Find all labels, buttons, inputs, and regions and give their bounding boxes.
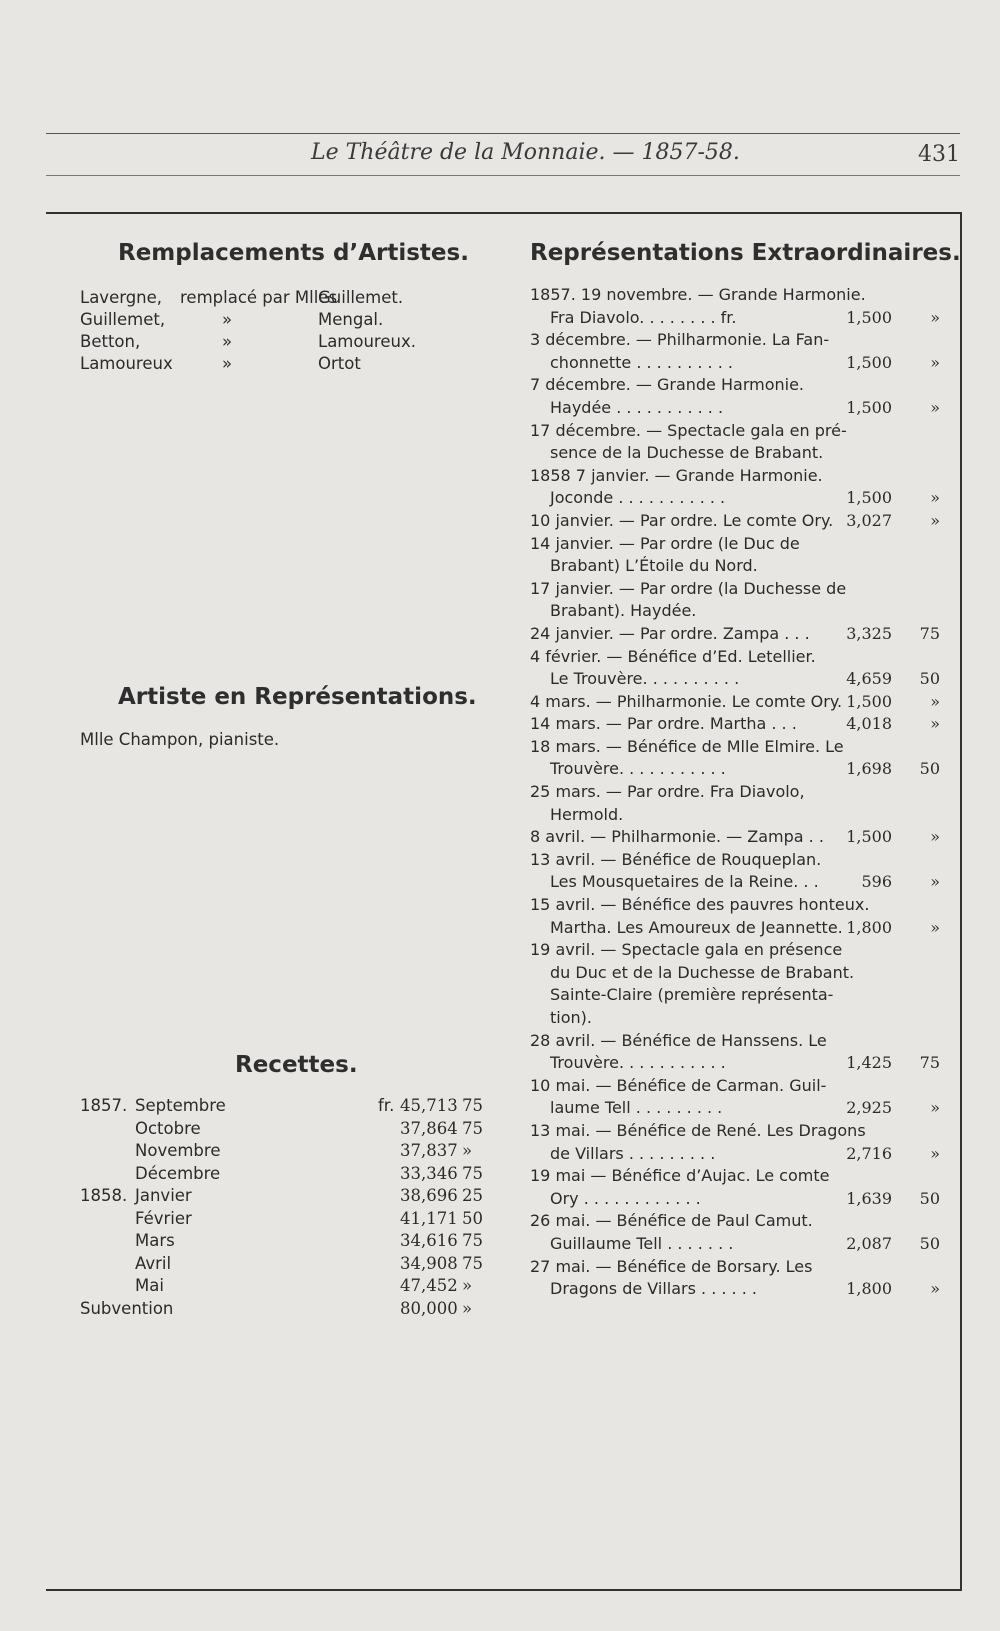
- event-line: laume Tell . . . . . . . . .: [550, 1098, 723, 1118]
- event-amount: 1,639: [846, 1188, 892, 1208]
- recette-amount: 34,616: [400, 1231, 458, 1250]
- recette-cents: »: [462, 1298, 473, 1318]
- event-cents: 50: [919, 1188, 940, 1208]
- recette-cents: 75: [462, 1231, 483, 1250]
- list-item: [530, 1256, 940, 1301]
- recette-month: Février: [135, 1208, 192, 1228]
- remplacements-table: [80, 288, 500, 376]
- remp-cell: Ortot: [318, 354, 361, 373]
- list-item: [530, 736, 940, 781]
- event-line: Trouvère. . . . . . . . . . .: [550, 1053, 726, 1073]
- event-line: 27 mai. — Bénéfice de Borsary. Les: [530, 1256, 813, 1276]
- recette-amount: 47,452: [400, 1276, 458, 1295]
- event-line: Fra Diavolo. . . . . . . . fr.: [550, 307, 737, 327]
- list-item: [530, 510, 940, 533]
- event-cents: »: [930, 1098, 940, 1118]
- table-row: [80, 1209, 500, 1232]
- event-amount: 1,425: [846, 1053, 892, 1073]
- event-cents: »: [930, 1279, 940, 1299]
- event-line: 10 janvier. — Par ordre. Le comte Ory.: [530, 510, 834, 530]
- event-line: 1858 7 janvier. — Grande Harmonie.: [530, 465, 823, 485]
- list-item: [530, 1210, 940, 1255]
- event-line: 24 janvier. — Par ordre. Zampa . . .: [530, 623, 810, 643]
- representations-heading: Représentations Extraordinaires.: [530, 240, 961, 266]
- representations-list: [530, 284, 940, 1301]
- remp-cell: Lamoureux: [80, 354, 173, 373]
- event-cents: 50: [919, 669, 940, 689]
- recette-cents: »: [462, 1276, 473, 1295]
- event-line: 3 décembre. — Philharmonie. La Fan-: [530, 330, 830, 350]
- recette-month: Septembre: [135, 1096, 226, 1115]
- event-cents: »: [930, 510, 940, 530]
- event-line: Brabant). Haydée.: [550, 601, 697, 621]
- recette-cents: 75: [462, 1096, 483, 1115]
- event-line: 25 mars. — Par ordre. Fra Diavolo,: [530, 782, 805, 802]
- recettes-list: [80, 1096, 500, 1321]
- event-line: 1857. 19 novembre. — Grande Harmonie.: [530, 285, 866, 304]
- event-line: Joconde . . . . . . . . . . .: [550, 488, 726, 508]
- recette-year: 1858.: [80, 1186, 128, 1205]
- recette-cents: 75: [462, 1253, 483, 1273]
- event-line: 14 janvier. — Par ordre (le Duc de: [530, 533, 800, 553]
- remp-cell: »: [222, 332, 233, 351]
- event-line: Haydée . . . . . . . . . . .: [550, 397, 724, 417]
- recette-amount: 37,864: [400, 1118, 458, 1138]
- event-line: 14 mars. — Par ordre. Martha . . .: [530, 714, 797, 734]
- recette-month: Octobre: [135, 1118, 201, 1138]
- event-cents: 50: [919, 1233, 940, 1253]
- event-cents: »: [930, 397, 940, 417]
- event-line: 26 mai. — Bénéfice de Paul Camut.: [530, 1211, 813, 1231]
- recette-cents: 75: [462, 1163, 483, 1183]
- event-line: Hermold.: [550, 804, 624, 824]
- header-rule-top: [46, 133, 960, 134]
- event-cents: »: [930, 488, 940, 508]
- table-row: [80, 1119, 500, 1142]
- recette-amount: 45,713: [400, 1096, 458, 1115]
- event-amount: 1,698: [846, 759, 892, 779]
- list-item: [530, 849, 940, 894]
- list-item: [530, 533, 940, 578]
- event-line: de Villars . . . . . . . . .: [550, 1143, 716, 1163]
- event-amount: 3,027: [846, 510, 892, 530]
- event-amount: 1,500: [846, 397, 892, 417]
- event-line: 28 avril. — Bénéfice de Hanssens. Le: [530, 1030, 827, 1050]
- recette-month: Mars: [135, 1231, 175, 1250]
- event-line: tion).: [550, 1008, 592, 1027]
- recette-cents: 75: [462, 1118, 483, 1138]
- currency-label: fr.: [378, 1096, 395, 1115]
- remp-cell: Betton,: [80, 332, 141, 351]
- list-item: [530, 1075, 940, 1120]
- event-cents: »: [930, 827, 940, 847]
- recette-cents: 50: [462, 1208, 483, 1228]
- remp-cell: Guillemet.: [318, 288, 404, 307]
- artiste-heading: Artiste en Représentations.: [118, 684, 477, 710]
- event-line: 18 mars. — Bénéfice de Mlle Elmire. Le: [530, 736, 844, 756]
- recette-month: Janvier: [135, 1186, 192, 1205]
- event-line: 19 avril. — Spectacle gala en présence: [530, 940, 843, 960]
- event-amount: 4,018: [846, 714, 892, 734]
- recettes-heading: Recettes.: [235, 1052, 358, 1078]
- event-amount: 2,925: [846, 1098, 892, 1118]
- remplacements-heading: Remplacements d’Artistes.: [118, 240, 469, 266]
- event-line: Ory . . . . . . . . . . . .: [550, 1188, 701, 1208]
- recette-cents: »: [462, 1141, 473, 1160]
- event-line: 4 février. — Bénéfice d’Ed. Letellier.: [530, 646, 816, 666]
- list-item: [530, 329, 940, 374]
- table-row: [80, 1186, 500, 1209]
- running-head: [46, 138, 960, 178]
- event-amount: 1,800: [846, 1279, 892, 1299]
- event-line: 8 avril. — Philharmonie. — Zampa . .: [530, 827, 824, 847]
- recette-amount: 33,346: [400, 1163, 458, 1183]
- recette-amount: 41,171: [400, 1208, 458, 1228]
- event-cents: 75: [919, 623, 940, 643]
- list-item: [530, 284, 940, 329]
- event-line: Sainte-Claire (première représenta-: [550, 985, 834, 1005]
- event-line: 17 janvier. — Par ordre (la Duchesse de: [530, 578, 847, 598]
- page-number: 431: [918, 142, 960, 167]
- event-cents: »: [930, 872, 940, 892]
- event-line: chonnette . . . . . . . . . .: [550, 352, 733, 372]
- event-amount: 2,087: [846, 1233, 892, 1253]
- recette-month: Subvention: [80, 1298, 174, 1318]
- event-line: Guillaume Tell . . . . . . .: [550, 1233, 734, 1253]
- list-item: [530, 578, 940, 623]
- recette-cents: 25: [462, 1186, 483, 1205]
- table-row: [80, 1096, 500, 1119]
- recette-month: Décembre: [135, 1163, 221, 1183]
- list-item: [530, 646, 940, 691]
- remp-cell: Guillemet,: [80, 310, 166, 329]
- remp-cell: Lamoureux.: [318, 332, 416, 351]
- event-line: Trouvère. . . . . . . . . . .: [550, 759, 726, 779]
- recette-amount: 37,837: [400, 1141, 458, 1160]
- event-line: sence de la Duchesse de Brabant.: [550, 443, 824, 463]
- list-item: [530, 623, 940, 646]
- list-item: [530, 465, 940, 510]
- event-line: 19 mai — Bénéfice d’Aujac. Le comte: [530, 1166, 830, 1186]
- event-cents: »: [930, 1143, 940, 1163]
- list-item: [530, 826, 940, 849]
- event-line: 4 mars. — Philharmonie. Le comte Ory.: [530, 691, 843, 711]
- table-row: [80, 1141, 500, 1164]
- event-line: du Duc et de la Duchesse de Brabant.: [550, 962, 855, 982]
- recette-month: Novembre: [135, 1141, 221, 1160]
- event-line: 13 avril. — Bénéfice de Rouqueplan.: [530, 849, 822, 869]
- table-row: [80, 1231, 500, 1254]
- event-amount: 1,500: [846, 691, 892, 711]
- recette-amount: 80,000: [400, 1298, 458, 1318]
- list-item: [530, 420, 940, 465]
- list-item: [530, 374, 940, 419]
- event-cents: »: [930, 714, 940, 734]
- list-item: [530, 1165, 940, 1210]
- list-item: [530, 691, 940, 714]
- recette-month: Mai: [135, 1276, 164, 1295]
- recette-year: 1857.: [80, 1096, 128, 1115]
- event-line: Les Mousquetaires de la Reine. . .: [550, 872, 819, 892]
- event-cents: 50: [919, 759, 940, 779]
- event-amount: 1,500: [846, 307, 892, 327]
- event-cents: »: [930, 691, 940, 711]
- remp-cell: »: [222, 310, 233, 329]
- recette-amount: 34,908: [400, 1253, 458, 1273]
- event-cents: 75: [919, 1053, 940, 1073]
- event-line: 15 avril. — Bénéfice des pauvres honteux.: [530, 895, 870, 915]
- remp-cell: »: [222, 354, 233, 373]
- event-line: Brabant) L’Étoile du Nord.: [550, 556, 758, 576]
- event-amount: 1,800: [846, 917, 892, 937]
- list-item: [530, 1030, 940, 1075]
- event-cents: »: [930, 352, 940, 372]
- event-cents: »: [930, 917, 940, 937]
- event-line: 10 mai. — Bénéfice de Carman. Guil-: [530, 1075, 827, 1095]
- event-amount: 1,500: [846, 352, 892, 372]
- event-line: 17 décembre. — Spectacle gala en pré-: [530, 420, 847, 440]
- table-row: [80, 354, 500, 376]
- remp-cell: Mengal.: [318, 310, 384, 329]
- event-amount: 1,500: [846, 827, 892, 847]
- event-line: Le Trouvère. . . . . . . . . .: [550, 669, 740, 689]
- recette-amount: 38,696: [400, 1186, 458, 1205]
- event-line: 13 mai. — Bénéfice de René. Les Dragons: [530, 1120, 866, 1140]
- table-row: [80, 1254, 500, 1277]
- header-rule-bottom: [46, 175, 960, 176]
- list-item: [530, 1120, 940, 1165]
- recette-month: Avril: [135, 1253, 172, 1273]
- list-item: [530, 781, 940, 826]
- remp-cell: remplacé par Mlles: [180, 288, 338, 307]
- event-amount: 4,659: [846, 669, 892, 689]
- list-item: [530, 939, 940, 1029]
- remp-cell: Lavergne,: [80, 288, 163, 307]
- event-cents: »: [930, 307, 940, 327]
- list-item: [530, 894, 940, 939]
- table-row: [80, 1276, 500, 1299]
- event-amount: 1,500: [846, 488, 892, 508]
- event-amount: 596: [861, 872, 892, 892]
- table-row: [80, 332, 500, 354]
- event-amount: 3,325: [846, 623, 892, 643]
- event-line: 7 décembre. — Grande Harmonie.: [530, 375, 805, 395]
- artiste-line: Mlle Champon, pianiste.: [80, 730, 280, 749]
- event-amount: 2,716: [846, 1143, 892, 1163]
- table-row: [80, 1164, 500, 1187]
- event-line: Dragons de Villars . . . . . .: [550, 1279, 757, 1299]
- table-row: [80, 1299, 500, 1322]
- event-line: Martha. Les Amoureux de Jeannette.: [550, 917, 843, 937]
- running-head-title: Le Théâtre de la Monnaie. — 1857-58.: [311, 140, 740, 165]
- table-row: [80, 310, 500, 332]
- list-item: [530, 713, 940, 736]
- table-row: [80, 288, 500, 310]
